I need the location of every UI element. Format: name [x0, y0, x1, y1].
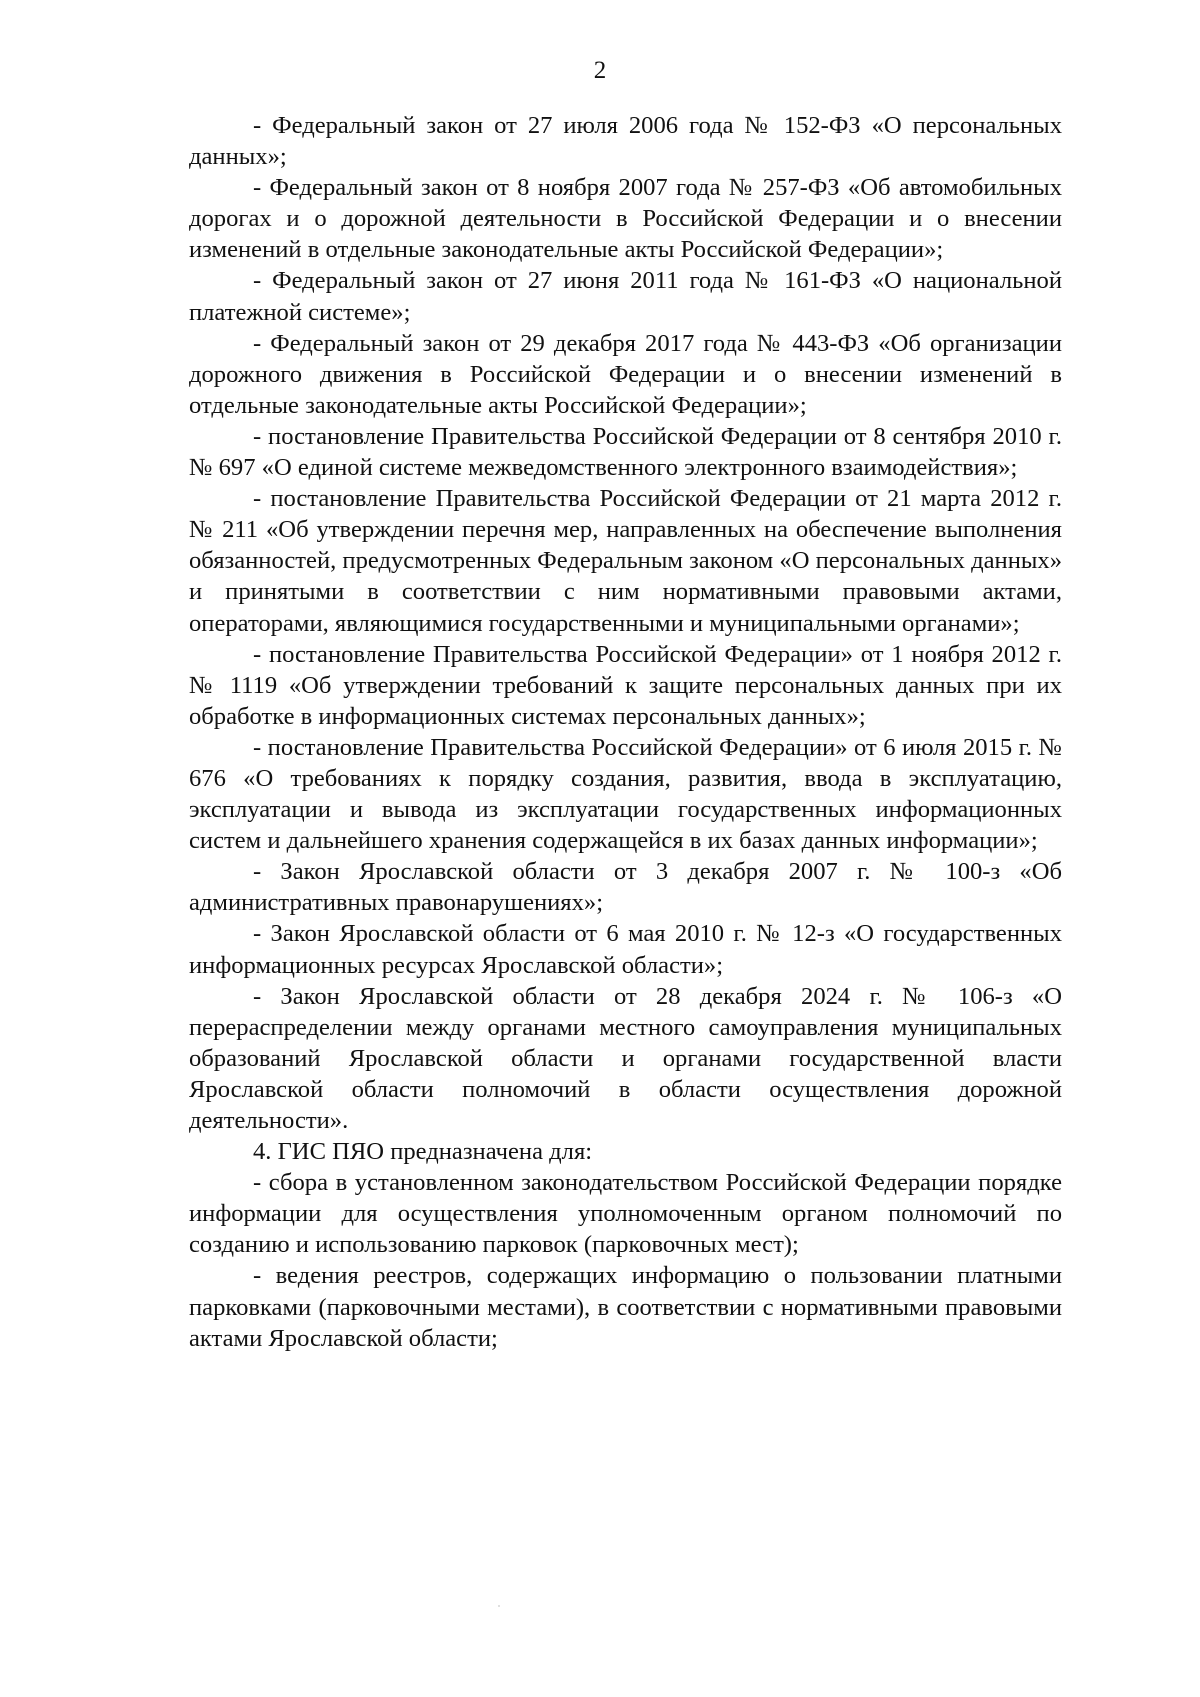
scan-artifact	[498, 1605, 500, 1607]
legal-reference-decree-211: - постановление Правительства Российской Федерации от 21 марта 2012 г. № 211 «Об утверждении перечня мер, направленных на обеспечение выполнения обязанностей, предусмотренных Федеральным законом «О персональных данных» и принятыми в соответствии с ним нормативными правовыми актами, операторами, являющимися государственными и муниципальными органами»;	[189, 485, 1062, 637]
legal-reference-257-fz: - Федеральный закон от 8 ноября 2007 года № 257-ФЗ «Об автомобильных дорогах и о дорожной деятельности в Российской Федерации и о внесении изменений в отдельные законодательные акты Российской Федерации»;	[189, 174, 1062, 264]
section-4-heading: 4. ГИС ПЯО предназначена для:	[253, 1138, 593, 1166]
legal-reference-161-fz: - Федеральный закон от 27 июня 2011 года № 161-ФЗ «О национальной платежной системе»;	[189, 267, 1062, 326]
purpose-item-registries: - ведения реестров, содержащих информацию о пользовании платными парковками (парковочными местами), в соответствии с нормативными правовыми актами Ярославской области;	[189, 1262, 1062, 1352]
legal-reference-decree-697: - постановление Правительства Российской Федерации от 8 сентября 2010 г. № 697 «О единой системе межведомственного электронного взаимодействия»;	[189, 422, 1062, 482]
legal-reference-decree-1119: - постановление Правительства Российской Федерации» от 1 ноября 2012 г. № 1119 «Об утверждении требований к защите персональных данных при их обработке в информационных системах персональных данных»;	[189, 640, 1062, 730]
purpose-item-collection: - сбора в установленном законодательством Российской Федерации порядке информации для осуществления уполномоченным органом полномочий по созданию и использованию парковок (парковочных мест);	[189, 1169, 1062, 1259]
page-number: 2	[593, 57, 607, 84]
document-body	[189, 110, 1062, 1354]
legal-reference-law-106-z: - Закон Ярославской области от 28 декабря 2024 г. № 106-з «О перераспределении между органами местного самоуправления муниципальных образований Ярославской области и органами государственной власти Ярославской области полномочий в области осуществления дорожной деятельности».	[189, 982, 1062, 1134]
legal-reference-law-12-z: - Закон Ярославской области от 6 мая 2010 г. № 12-з «О государственных информационных ресурсах Ярославской области»;	[189, 920, 1062, 979]
legal-reference-152-fz: - Федеральный закон от 27 июля 2006 года № 152-ФЗ «О персональных данных»;	[189, 112, 1062, 171]
legal-reference-443-fz: - Федеральный закон от 29 декабря 2017 года № 443-ФЗ «Об организации дорожного движения в Российской Федерации и о внесении изменений в отдельные законодательные акты Российской Федерации»;	[189, 329, 1062, 419]
legal-reference-law-100-z: - Закон Ярославской области от 3 декабря 2007 г. № 100-з «Об административных правонарушениях»;	[189, 858, 1062, 917]
legal-reference-decree-676: - постановление Правительства Российской Федерации» от 6 июля 2015 г. № 676 «О требованиях к порядку создания, развития, ввода в эксплуатацию, эксплуатации и вывода из эксплуатации государственных информационных систем и дальнейшего хранения содержащейся в их базах данных информации»;	[189, 733, 1062, 855]
